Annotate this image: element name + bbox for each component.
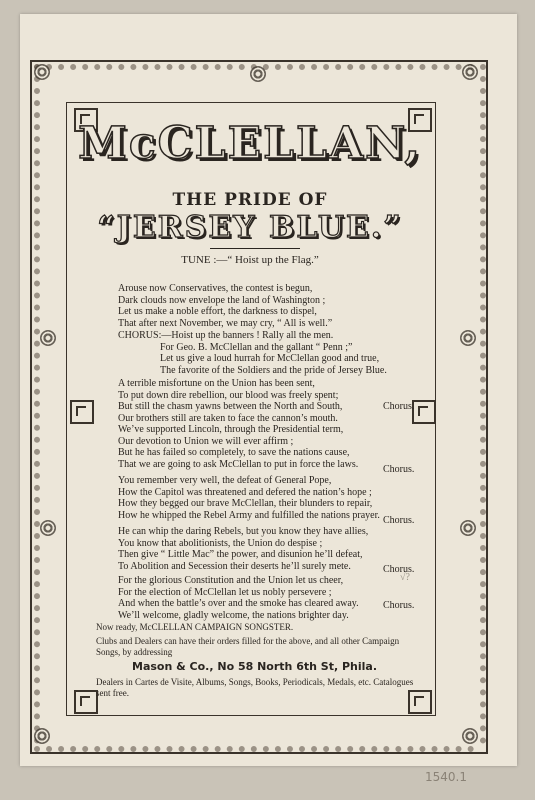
verse-line: Then give “ Little Mac” the power, and disunion he’ll defeat,: [118, 549, 363, 560]
catalog-number: 1540.1: [425, 770, 467, 784]
verse-line: But still the chasm yawns between the North and South,: [118, 401, 343, 412]
stanza-3: [118, 424, 418, 470]
verse-line: You remember very well, the defeat of General Pope,: [118, 475, 332, 486]
verse-line: We’ll welcome, gladly welcome, the nations brighter day.: [118, 609, 349, 621]
chorus-line: Let us give a loud hurrah for McClellan good and true,: [160, 353, 380, 364]
corner-rosette-icon: [34, 64, 50, 80]
corner-rosette-icon: [462, 728, 478, 744]
chorus-mark: Chorus.: [383, 600, 415, 611]
main-title: McCLELLAN,: [78, 118, 422, 169]
chorus-mark: Chorus.: [383, 401, 415, 412]
right-rosette-icon: [460, 330, 476, 346]
verse-line: He can whip the daring Rebels, but you know they have allies,: [118, 526, 369, 537]
verse-line: To Abolition and Secession their deserts he’ll surely mete.: [118, 560, 351, 572]
verse-line: How the Capitol was threatened and defered the nation’s hope ;: [118, 486, 372, 498]
verse-line: We’ve supported Lincoln, through the Presidential term,: [118, 424, 344, 435]
footer-dealers: Dealers in Cartes de Visite, Albums, Songs, Books, Periodicals, Medals, etc. Catalogues sent free.: [96, 677, 414, 698]
corner-rosette-icon: [34, 728, 50, 744]
verse-line: You know that abolitionists, the Union do despise ;: [118, 537, 323, 549]
pencil-annotation: √?: [400, 572, 410, 583]
left-rosette-icon: [40, 330, 56, 346]
greek-key-ornament-icon: [70, 400, 94, 424]
verse-line: Our brothers still are taken to face the cannon’s mouth.: [118, 412, 338, 424]
chorus-mark: Chorus.: [383, 464, 415, 475]
verse-line: A terrible misfortune on the Union has been sent,: [118, 378, 315, 389]
left-rosette-icon: [40, 520, 56, 536]
corner-rosette-icon: [462, 64, 478, 80]
verse-line: Our devotion to Union we will ever affirm ;: [118, 435, 294, 447]
bottom-vine-ornament: [34, 722, 474, 752]
chorus-line: CHORUS:—Hoist up the banners ! Rally all the men.: [118, 330, 334, 341]
stanza-5: [118, 526, 418, 572]
verse-line: Arouse now Conservatives, the contest is begun,: [118, 283, 313, 294]
footer-address: Mason & Co., No 58 North 6th St, Phila.: [132, 660, 378, 673]
greek-key-ornament-icon: [74, 690, 98, 714]
verse-line: That after next November, we may cry, “ All is well.”: [118, 317, 333, 329]
verse-line: How they begged our brave McClellan, their blunders to repair,: [118, 498, 373, 509]
footer-clubs: Clubs and Dealers can have their orders filled for the above, and all other Campaign Songs, by addressing: [96, 636, 400, 657]
top-rosette-icon: [250, 66, 266, 82]
stanza-4: [118, 475, 418, 521]
stanza-2: [118, 378, 418, 424]
tune-line: TUNE :—“ Hoist up the Flag.”: [181, 254, 319, 266]
chorus-mark: Chorus.: [383, 564, 415, 575]
chorus-line: The favorite of the Soldiers and the pride of Jersey Blue.: [160, 364, 387, 376]
chorus-line: For Geo. B. McClellan and the gallant “ Penn ;”: [160, 341, 353, 353]
verse-line: That we are going to ask McClellan to put in force the laws.: [118, 458, 359, 470]
secondary-title: “JERSEY BLUE.”: [97, 210, 403, 245]
verse-line: Let us make a noble effort, the darkness to dispel,: [118, 306, 317, 317]
stanza-6: [118, 575, 418, 621]
verse-line: And when the battle’s over and the smoke has cleared away.: [118, 598, 359, 609]
subtitle: THE PRIDE OF: [172, 190, 328, 210]
verse-line: How he whipped the Rebel Army and fulfilled the nations prayer.: [118, 509, 380, 521]
right-rosette-icon: [460, 520, 476, 536]
verse-line: To put down dire rebellion, our blood was freely spent;: [118, 389, 339, 401]
verse-line: Dark clouds now envelope the land of Washington ;: [118, 294, 326, 306]
footer-songster: Now ready, McCLELLAN CAMPAIGN SONGSTER.: [96, 622, 294, 632]
chorus-stanza: [118, 330, 418, 376]
divider-rule: [210, 248, 300, 249]
left-vine-ornament: [34, 64, 66, 744]
verse-line: For the election of McClellan let us nobly persevere ;: [118, 586, 332, 598]
right-vine-ornament: [456, 64, 486, 744]
verse-line: But he has failed so completely, to save the nations cause,: [118, 447, 350, 458]
verse-line: For the glorious Constitution and the Union let us cheer,: [118, 575, 344, 586]
chorus-mark: Chorus.: [383, 515, 415, 526]
stanza-1: [118, 283, 418, 329]
